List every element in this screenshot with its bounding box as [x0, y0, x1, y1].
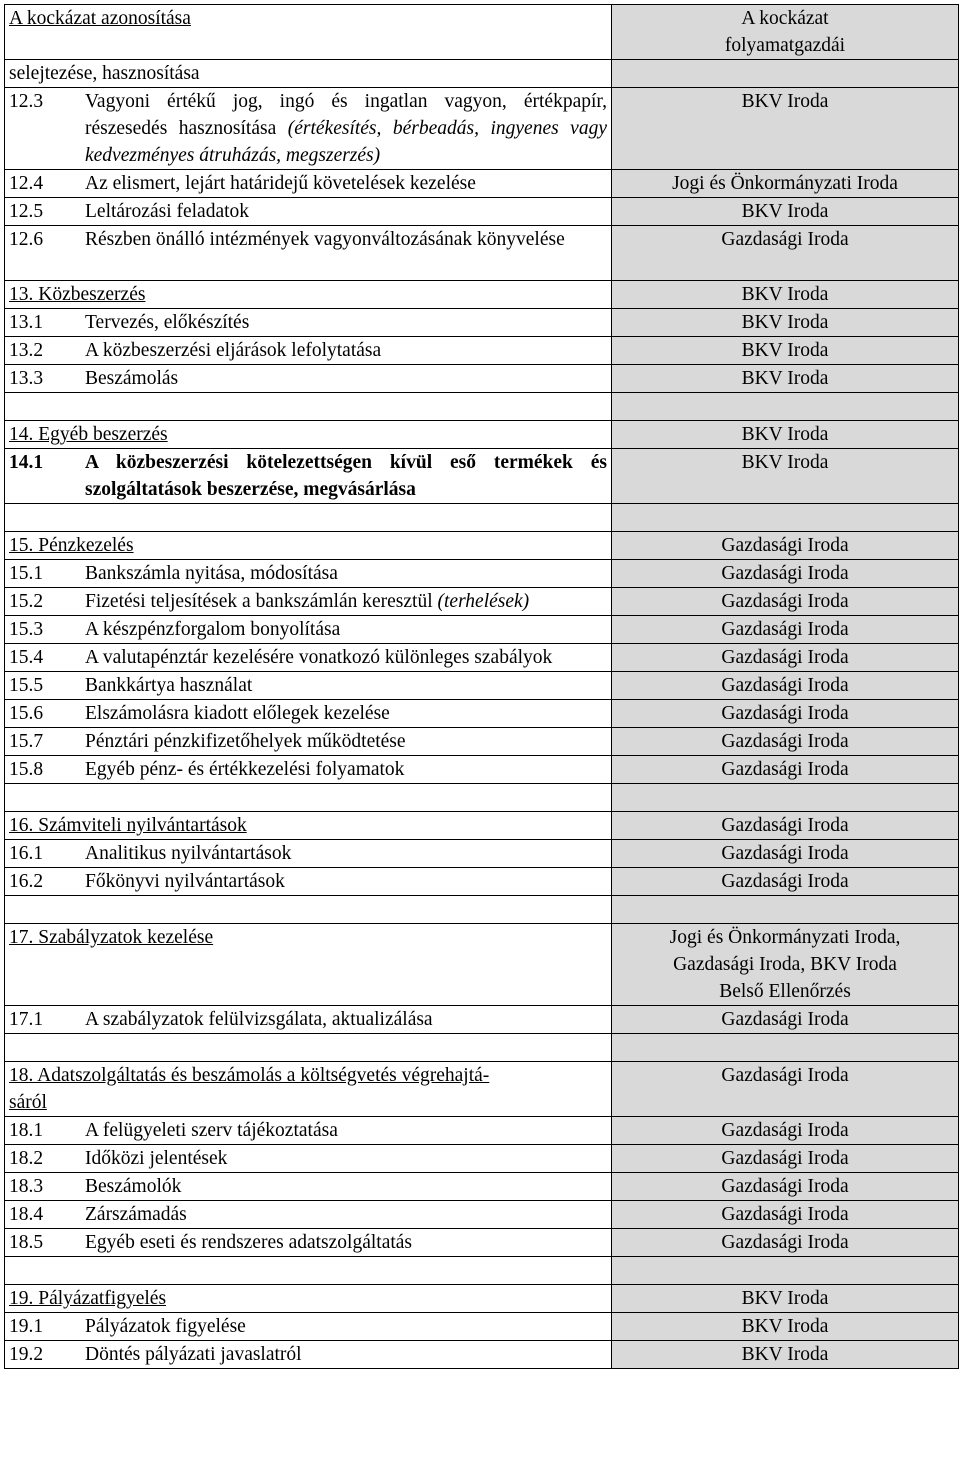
section-title: 14. Egyéb beszerzés — [9, 424, 168, 445]
item-text — [85, 1006, 607, 1033]
item-number: 17.1 — [9, 1009, 44, 1030]
table-row — [5, 393, 959, 421]
owner-label: Gazdasági Iroda — [721, 871, 849, 892]
item-text — [85, 198, 607, 225]
item-line — [9, 1117, 607, 1144]
table-row — [5, 756, 959, 784]
item-line — [9, 1341, 607, 1368]
owner-label: Gazdasági Iroda — [721, 675, 849, 696]
item-text-main: Leltározási feladatok — [85, 201, 250, 222]
item-text — [85, 309, 607, 336]
owner-cell — [612, 1006, 959, 1034]
risk-cell — [5, 616, 612, 644]
item-text — [85, 1341, 607, 1368]
risk-cell — [5, 170, 612, 198]
risk-cell — [5, 784, 612, 812]
risk-cell — [5, 896, 612, 924]
risk-cell — [5, 88, 612, 170]
owner-cell — [612, 784, 959, 812]
table-row — [5, 1341, 959, 1369]
owner-cell — [612, 588, 959, 616]
owner-cell — [612, 309, 959, 337]
table-row — [5, 281, 959, 309]
table-row — [5, 198, 959, 226]
owner-label: Gazdasági Iroda — [721, 1009, 849, 1030]
owner-cell — [612, 868, 959, 896]
owner-label: Gazdasági Iroda — [721, 1148, 849, 1169]
owner-cell — [612, 88, 959, 170]
item-text-main: Beszámolók — [85, 1176, 182, 1197]
owner-label: Gazdasági Iroda — [721, 619, 849, 640]
risk-cell — [5, 1145, 612, 1173]
item-text — [85, 170, 607, 197]
item-line — [9, 198, 607, 225]
risk-cell — [5, 281, 612, 309]
risk-cell — [5, 644, 612, 672]
item-text — [85, 88, 607, 169]
owner-label: Gazdasági Iroda — [721, 647, 849, 668]
owner-cell — [612, 728, 959, 756]
table-body — [5, 5, 959, 1369]
item-number: 19.2 — [9, 1344, 44, 1365]
owner-cell — [612, 1117, 959, 1145]
section-title: 13. Közbeszerzés — [9, 284, 146, 305]
risk-cell — [5, 198, 612, 226]
item-text — [85, 616, 607, 643]
owner-label: Gazdasági Iroda — [721, 229, 849, 250]
table-row — [5, 1173, 959, 1201]
owner-label: Jogi és Önkormányzati Iroda, Gazdasági Iroda, BKV Iroda Belső Ellenőrzés — [669, 927, 901, 1002]
owner-cell — [612, 756, 959, 784]
item-text — [85, 840, 607, 867]
owner-cell — [612, 337, 959, 365]
owner-cell — [612, 421, 959, 449]
item-text-main: Egyéb pénz- és értékkezelési folyamatok — [85, 759, 405, 780]
item-text-main: Vagyoni értékű jog, ingó és ingatlan vagyon, értékpapír, részesedés hasznosítása — [85, 91, 607, 139]
item-text-main: Beszámolás — [85, 368, 179, 389]
item-text-main: Tervezés, előkészítés — [85, 312, 250, 333]
item-number: 13.3 — [9, 368, 44, 389]
item-text — [85, 560, 607, 587]
item-number: 15.2 — [9, 591, 44, 612]
item-text — [85, 1117, 607, 1144]
risk-cell — [5, 1006, 612, 1034]
owner-cell — [612, 1285, 959, 1313]
item-line — [9, 840, 607, 867]
owner-cell — [612, 226, 959, 281]
table-row — [5, 226, 959, 281]
item-number: 15.7 — [9, 731, 44, 752]
owner-cell — [612, 393, 959, 421]
table-row — [5, 1201, 959, 1229]
risk-cell — [5, 226, 612, 281]
owner-cell — [612, 560, 959, 588]
table-row — [5, 1145, 959, 1173]
item-number: 19.1 — [9, 1316, 44, 1337]
risk-cell — [5, 672, 612, 700]
risk-cell — [5, 532, 612, 560]
item-text-main: A közbeszerzési eljárások lefolytatása — [85, 340, 382, 361]
owner-label: BKV Iroda — [741, 201, 829, 222]
risk-cell — [5, 1341, 612, 1369]
risk-cell — [5, 924, 612, 1006]
risk-cell — [5, 1117, 612, 1145]
section-title: 18. Adatszolgáltatás és beszámolás a költségvetés végrehajtá- sáról — [9, 1065, 490, 1113]
item-text-main: Részben önálló intézmények vagyonváltozásának könyvelése — [85, 229, 565, 250]
owner-cell — [612, 896, 959, 924]
owner-cell — [612, 840, 959, 868]
item-text — [85, 644, 607, 671]
item-line — [9, 700, 607, 727]
item-number: 15.6 — [9, 703, 44, 724]
owner-cell — [612, 1341, 959, 1369]
owner-cell — [612, 672, 959, 700]
table-row — [5, 1229, 959, 1257]
table-row — [5, 1117, 959, 1145]
owner-cell — [612, 1062, 959, 1117]
owner-label: Gazdasági Iroda — [721, 815, 849, 836]
table-row — [5, 784, 959, 812]
owner-label: BKV Iroda — [741, 1344, 829, 1365]
item-text-main: Zárszámadás — [85, 1204, 187, 1225]
risk-cell — [5, 560, 612, 588]
item-number: 14.1 — [9, 452, 44, 473]
table-row — [5, 700, 959, 728]
section-title: 16. Számviteli nyilvántartások — [9, 815, 247, 836]
item-line — [9, 560, 607, 587]
table-row — [5, 1285, 959, 1313]
item-line — [9, 868, 607, 895]
item-text — [85, 365, 607, 392]
owner-cell — [612, 1201, 959, 1229]
item-line — [9, 616, 607, 643]
item-text-main: A szabályzatok felülvizsgálata, aktualizálása — [85, 1009, 433, 1030]
owner-label: BKV Iroda — [741, 452, 829, 473]
owner-cell — [612, 616, 959, 644]
risk-cell — [5, 756, 612, 784]
risk-cell — [5, 840, 612, 868]
item-number: 18.1 — [9, 1120, 44, 1141]
item-line — [9, 365, 607, 392]
table-row — [5, 868, 959, 896]
owner-label: Gazdasági Iroda — [721, 1120, 849, 1141]
risk-cell — [5, 365, 612, 393]
table-row — [5, 337, 959, 365]
owner-label: Gazdasági Iroda — [721, 1065, 849, 1086]
item-number: 18.5 — [9, 1232, 44, 1253]
owner-cell — [612, 644, 959, 672]
item-text-main: Pályázatok figyelése — [85, 1316, 246, 1337]
item-line — [9, 170, 607, 197]
table-row — [5, 170, 959, 198]
risk-cell — [5, 1313, 612, 1341]
item-number: 16.1 — [9, 843, 44, 864]
item-text — [85, 226, 607, 253]
section-title: 15. Pénzkezelés — [9, 535, 134, 556]
item-text — [85, 868, 607, 895]
owner-label: BKV Iroda — [741, 284, 829, 305]
item-line — [9, 1201, 607, 1228]
risk-cell — [5, 5, 612, 60]
risk-cell — [5, 449, 612, 504]
table-row — [5, 728, 959, 756]
owner-label: BKV Iroda — [741, 91, 829, 112]
item-text — [85, 1173, 607, 1200]
item-line — [9, 1313, 607, 1340]
table-row — [5, 5, 959, 60]
table-row — [5, 309, 959, 337]
item-number: 13.2 — [9, 340, 44, 361]
table-row — [5, 812, 959, 840]
item-text — [85, 672, 607, 699]
table-row — [5, 1006, 959, 1034]
item-text-main: Időközi jelentések — [85, 1148, 228, 1169]
owner-cell — [612, 60, 959, 88]
item-line — [9, 337, 607, 364]
owner-cell — [612, 1229, 959, 1257]
owner-label: BKV Iroda — [741, 1288, 829, 1309]
table-row — [5, 840, 959, 868]
item-line — [9, 226, 607, 253]
item-text — [85, 588, 607, 615]
item-text — [85, 1229, 607, 1256]
item-text-main: A felügyeleti szerv tájékoztatása — [85, 1120, 338, 1141]
item-number: 15.1 — [9, 563, 44, 584]
item-text-main: A készpénzforgalom bonyolítása — [85, 619, 341, 640]
owner-cell — [612, 924, 959, 1006]
risk-cell — [5, 1062, 612, 1117]
risk-cell — [5, 337, 612, 365]
item-text-main: Fizetési teljesítések a bankszámlán keresztül — [85, 591, 438, 612]
risk-cell — [5, 1201, 612, 1229]
risk-cell — [5, 1257, 612, 1285]
item-text-main: Pénztári pénzkifizetőhelyek működtetése — [85, 731, 406, 752]
owner-cell — [612, 812, 959, 840]
item-number: 15.4 — [9, 647, 44, 668]
item-line — [9, 88, 607, 169]
owner-cell — [612, 1313, 959, 1341]
section-title: 19. Pályázatfigyelés — [9, 1288, 167, 1309]
table-row — [5, 1034, 959, 1062]
item-text-main: Az elismert, lejárt határidejű követelések kezelése — [85, 173, 476, 194]
owner-label: Gazdasági Iroda — [721, 731, 849, 752]
owner-cell — [612, 504, 959, 532]
item-text-main: Főkönyvi nyilvántartások — [85, 871, 285, 892]
table-row — [5, 924, 959, 1006]
table-row — [5, 560, 959, 588]
table-row — [5, 616, 959, 644]
item-text — [85, 728, 607, 755]
table-row — [5, 588, 959, 616]
item-text — [85, 1201, 607, 1228]
header-owner-label: A kockázat folyamatgazdái — [724, 8, 846, 56]
owner-cell — [612, 170, 959, 198]
owner-label: BKV Iroda — [741, 312, 829, 333]
risk-cell — [5, 421, 612, 449]
owner-label: BKV Iroda — [741, 424, 829, 445]
risk-cell — [5, 1285, 612, 1313]
item-text-italic: (terhelések) — [437, 591, 530, 612]
item-text-main: Bankkártya használat — [85, 675, 253, 696]
item-number: 18.2 — [9, 1148, 44, 1169]
owner-cell — [612, 1173, 959, 1201]
item-number: 18.3 — [9, 1176, 44, 1197]
item-text — [85, 1145, 607, 1172]
risk-cell — [5, 60, 612, 88]
item-number: 16.2 — [9, 871, 44, 892]
owner-cell — [612, 198, 959, 226]
item-line — [9, 672, 607, 699]
owner-label: Jogi és Önkormányzati Iroda — [672, 173, 898, 194]
item-text — [85, 700, 607, 727]
item-number: 15.3 — [9, 619, 44, 640]
risk-cell — [5, 700, 612, 728]
owner-cell — [612, 281, 959, 309]
item-number: 12.5 — [9, 201, 44, 222]
table-row — [5, 449, 959, 504]
risk-cell — [5, 393, 612, 421]
item-text-main: Döntés pályázati javaslatról — [85, 1344, 302, 1365]
table-row — [5, 532, 959, 560]
risk-owner-table — [4, 4, 959, 1369]
table-row — [5, 672, 959, 700]
risk-cell — [5, 1173, 612, 1201]
owner-label: Gazdasági Iroda — [721, 843, 849, 864]
item-text-italic: (értékesítés, bérbeadás, ingyenes vagy kedvezményes átruházás, megszerzés) — [85, 118, 607, 166]
item-line — [9, 644, 607, 671]
item-line — [9, 1145, 607, 1172]
table-row — [5, 644, 959, 672]
item-line — [9, 1006, 607, 1033]
owner-label: Gazdasági Iroda — [721, 1232, 849, 1253]
table-row — [5, 1313, 959, 1341]
item-number: 18.4 — [9, 1204, 44, 1225]
owner-cell — [612, 532, 959, 560]
risk-cell — [5, 1229, 612, 1257]
owner-label: BKV Iroda — [741, 368, 829, 389]
risk-cell — [5, 812, 612, 840]
item-number: 12.3 — [9, 91, 44, 112]
owner-cell — [612, 1034, 959, 1062]
owner-label: Gazdasági Iroda — [721, 535, 849, 556]
table-row — [5, 896, 959, 924]
table-row — [5, 421, 959, 449]
risk-cell — [5, 504, 612, 532]
item-number: 12.6 — [9, 229, 44, 250]
item-text — [85, 449, 607, 503]
item-text-main: Analitikus nyilvántartások — [85, 843, 292, 864]
owner-cell — [612, 700, 959, 728]
owner-cell — [612, 365, 959, 393]
item-number: 12.4 — [9, 173, 44, 194]
item-number: 13.1 — [9, 312, 44, 333]
owner-label: BKV Iroda — [741, 1316, 829, 1337]
owner-label: BKV Iroda — [741, 340, 829, 361]
owner-label: Gazdasági Iroda — [721, 563, 849, 584]
owner-cell — [612, 1145, 959, 1173]
item-text — [85, 756, 607, 783]
item-line — [9, 449, 607, 503]
owner-cell — [612, 5, 959, 60]
item-line — [9, 756, 607, 783]
item-line — [9, 1229, 607, 1256]
item-text — [85, 337, 607, 364]
table-row — [5, 88, 959, 170]
item-line — [9, 588, 607, 615]
owner-cell — [612, 449, 959, 504]
owner-label: Gazdasági Iroda — [721, 591, 849, 612]
header-risk-label: A kockázat azonosítása — [9, 8, 191, 29]
item-number: 15.5 — [9, 675, 44, 696]
risk-cell — [5, 728, 612, 756]
risk-cell — [5, 309, 612, 337]
section-title: 17. Szabályzatok kezelése — [9, 927, 214, 948]
risk-cell — [5, 588, 612, 616]
item-line — [9, 1173, 607, 1200]
row-text: selejtezése, hasznosítása — [9, 63, 200, 84]
table-row — [5, 1257, 959, 1285]
item-line — [9, 728, 607, 755]
owner-cell — [612, 1257, 959, 1285]
table-row — [5, 365, 959, 393]
risk-cell — [5, 868, 612, 896]
risk-cell — [5, 1034, 612, 1062]
table-row — [5, 1062, 959, 1117]
item-text-main: A valutapénztár kezelésére vonatkozó különleges szabályok — [85, 647, 553, 668]
item-text-main: A közbeszerzési kötelezettségen kívül eső termékek és szolgáltatások beszerzése, megvásárlása — [85, 452, 607, 500]
item-text-main: Elszámolásra kiadott előlegek kezelése — [85, 703, 390, 724]
owner-label: Gazdasági Iroda — [721, 1204, 849, 1225]
item-text-main: Egyéb eseti és rendszeres adatszolgáltatás — [85, 1232, 413, 1253]
table-row — [5, 504, 959, 532]
table-row — [5, 60, 959, 88]
owner-label: Gazdasági Iroda — [721, 1176, 849, 1197]
item-number: 15.8 — [9, 759, 44, 780]
item-text-main: Bankszámla nyitása, módosítása — [85, 563, 338, 584]
owner-label: Gazdasági Iroda — [721, 703, 849, 724]
item-line — [9, 309, 607, 336]
owner-label: Gazdasági Iroda — [721, 759, 849, 780]
item-text — [85, 1313, 607, 1340]
